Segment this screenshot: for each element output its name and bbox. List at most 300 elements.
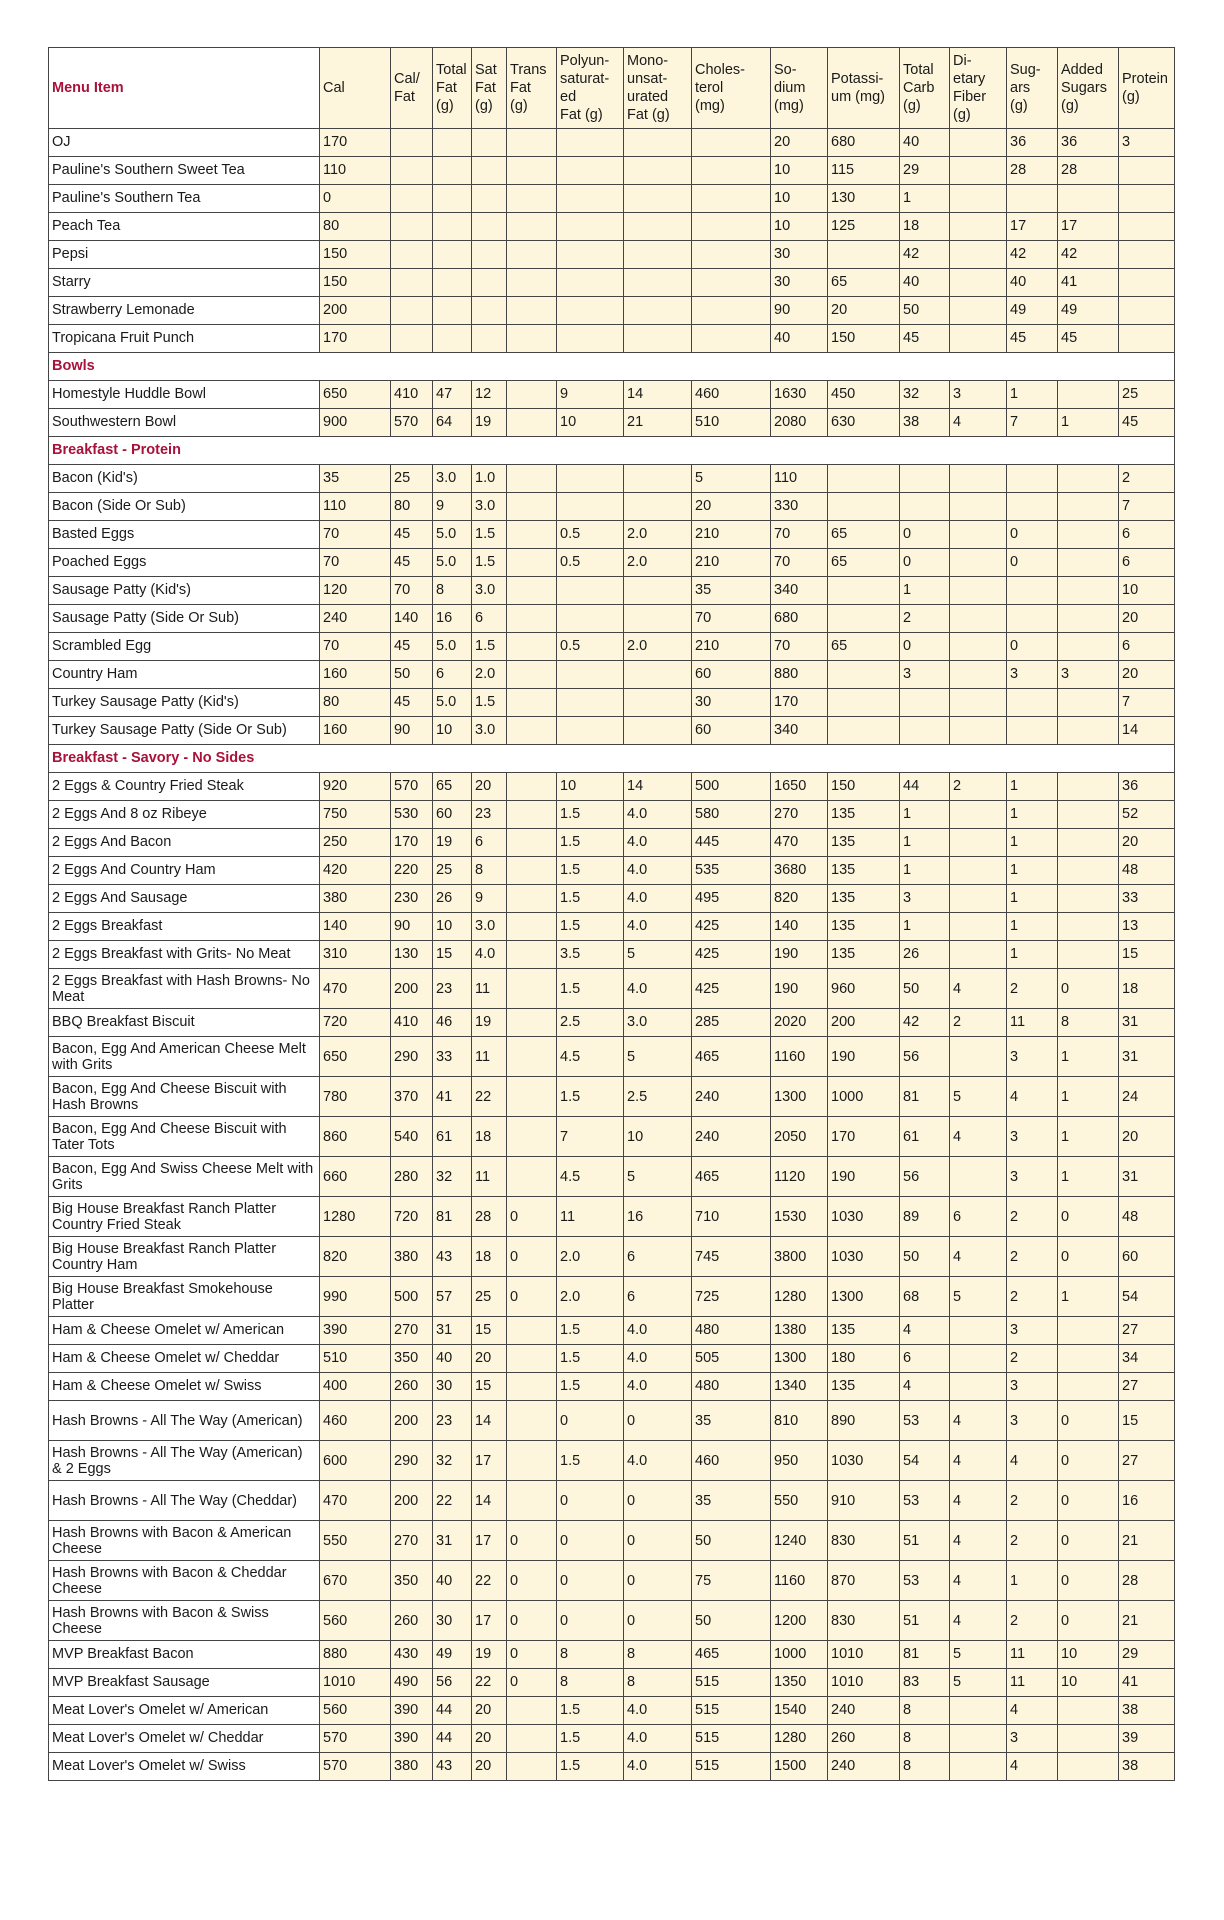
- menu-item-name: Basted Eggs: [49, 521, 320, 549]
- nutrition-value: 3.0: [624, 1009, 692, 1037]
- nutrition-value: 81: [900, 1077, 950, 1117]
- nutrition-value: 0: [507, 1237, 557, 1277]
- menu-item-name: MVP Breakfast Sausage: [49, 1669, 320, 1697]
- nutrition-value: 0: [557, 1401, 624, 1441]
- nutrition-value: 390: [391, 1697, 433, 1725]
- nutrition-value: 50: [692, 1521, 771, 1561]
- nutrition-value: [950, 829, 1007, 857]
- nutrition-value: 0: [1007, 521, 1058, 549]
- menu-item-name: Bacon, Egg And Cheese Biscuit with Tater Tots: [49, 1117, 320, 1157]
- nutrition-value: 240: [828, 1753, 900, 1781]
- nutrition-value: 6: [1119, 633, 1175, 661]
- menu-item-name: Ham & Cheese Omelet w/ Swiss: [49, 1373, 320, 1401]
- nutrition-value: 20: [828, 297, 900, 325]
- nutrition-value: 830: [828, 1601, 900, 1641]
- nutrition-value: 29: [900, 157, 950, 185]
- nutrition-value: [1058, 1697, 1119, 1725]
- nutrition-value: 5: [950, 1277, 1007, 1317]
- nutrition-value: 11: [472, 1157, 507, 1197]
- nutrition-value: 40: [1007, 269, 1058, 297]
- nutrition-value: 90: [771, 297, 828, 325]
- nutrition-value: [391, 213, 433, 241]
- nutrition-value: 1: [1058, 1077, 1119, 1117]
- nutrition-value: 200: [320, 297, 391, 325]
- nutrition-value: 1300: [771, 1077, 828, 1117]
- nutrition-value: 460: [692, 1441, 771, 1481]
- nutrition-value: [391, 269, 433, 297]
- nutrition-value: 210: [692, 633, 771, 661]
- nutrition-value: 45: [391, 521, 433, 549]
- column-header: Total Fat (g): [433, 48, 472, 129]
- nutrition-value: [624, 185, 692, 213]
- nutrition-value: [472, 157, 507, 185]
- menu-item-name: Hash Browns with Bacon & American Cheese: [49, 1521, 320, 1561]
- nutrition-value: 190: [828, 1037, 900, 1077]
- nutrition-value: 3: [1007, 1037, 1058, 1077]
- table-row: [49, 1373, 1175, 1401]
- nutrition-value: [507, 801, 557, 829]
- nutrition-value: 28: [1058, 157, 1119, 185]
- nutrition-value: 45: [900, 325, 950, 353]
- nutrition-value: 50: [692, 1601, 771, 1641]
- nutrition-value: [507, 1725, 557, 1753]
- menu-item-name: Bacon (Side Or Sub): [49, 493, 320, 521]
- column-header: Sat Fat (g): [472, 48, 507, 129]
- nutrition-value: 45: [391, 549, 433, 577]
- nutrition-table: [48, 47, 1175, 1781]
- nutrition-value: 89: [900, 1197, 950, 1237]
- menu-item-name: 2 Eggs And Country Ham: [49, 857, 320, 885]
- nutrition-value: 0: [507, 1197, 557, 1237]
- nutrition-value: 4.5: [557, 1157, 624, 1197]
- nutrition-value: 810: [771, 1401, 828, 1441]
- table-row: [49, 1157, 1175, 1197]
- nutrition-value: 480: [692, 1317, 771, 1345]
- table-row: [49, 521, 1175, 549]
- nutrition-value: 10: [557, 773, 624, 801]
- table-row: [49, 577, 1175, 605]
- nutrition-value: 4: [1007, 1753, 1058, 1781]
- nutrition-value: [1058, 381, 1119, 409]
- nutrition-value: [557, 493, 624, 521]
- nutrition-value: 135: [828, 1373, 900, 1401]
- nutrition-value: 1.5: [557, 857, 624, 885]
- column-header: Potassi- um (mg): [828, 48, 900, 129]
- nutrition-value: [507, 689, 557, 717]
- nutrition-value: 890: [828, 1401, 900, 1441]
- nutrition-value: 20: [1119, 661, 1175, 689]
- nutrition-value: 0: [624, 1481, 692, 1521]
- table-row: [49, 213, 1175, 241]
- nutrition-value: [507, 1009, 557, 1037]
- nutrition-value: 0: [1058, 1481, 1119, 1521]
- column-header: Trans Fat (g): [507, 48, 557, 129]
- nutrition-value: 43: [433, 1237, 472, 1277]
- nutrition-value: 2.0: [557, 1277, 624, 1317]
- nutrition-value: 48: [1119, 1197, 1175, 1237]
- nutrition-value: 1030: [828, 1197, 900, 1237]
- nutrition-value: 28: [1119, 1561, 1175, 1601]
- table-row: [49, 857, 1175, 885]
- nutrition-value: 25: [1119, 381, 1175, 409]
- table-row: [49, 241, 1175, 269]
- nutrition-value: 135: [828, 829, 900, 857]
- nutrition-value: 53: [900, 1401, 950, 1441]
- nutrition-value: [507, 409, 557, 437]
- nutrition-value: 550: [771, 1481, 828, 1521]
- nutrition-value: [1119, 241, 1175, 269]
- nutrition-value: 390: [320, 1317, 391, 1345]
- menu-item-name: Meat Lover's Omelet w/ Cheddar: [49, 1725, 320, 1753]
- nutrition-value: 3800: [771, 1237, 828, 1277]
- nutrition-value: [1058, 689, 1119, 717]
- nutrition-value: 500: [692, 773, 771, 801]
- nutrition-value: 1300: [828, 1277, 900, 1317]
- nutrition-value: 720: [320, 1009, 391, 1037]
- nutrition-value: 40: [433, 1561, 472, 1601]
- nutrition-value: 70: [391, 577, 433, 605]
- nutrition-value: 110: [771, 465, 828, 493]
- table-row: [49, 1441, 1175, 1481]
- nutrition-value: [900, 689, 950, 717]
- nutrition-value: [1119, 157, 1175, 185]
- nutrition-value: [950, 1697, 1007, 1725]
- nutrition-value: 4.0: [624, 1373, 692, 1401]
- nutrition-value: 4: [950, 1117, 1007, 1157]
- nutrition-value: 550: [320, 1521, 391, 1561]
- nutrition-value: 0: [320, 185, 391, 213]
- nutrition-value: 950: [771, 1441, 828, 1481]
- nutrition-value: 465: [692, 1641, 771, 1669]
- nutrition-value: 0: [1058, 1441, 1119, 1481]
- nutrition-value: 650: [320, 1037, 391, 1077]
- nutrition-value: 160: [320, 717, 391, 745]
- nutrition-value: 15: [472, 1373, 507, 1401]
- nutrition-value: 8: [472, 857, 507, 885]
- nutrition-value: 18: [900, 213, 950, 241]
- nutrition-value: [624, 493, 692, 521]
- nutrition-value: [507, 1441, 557, 1481]
- nutrition-value: 170: [391, 829, 433, 857]
- nutrition-value: 110: [320, 493, 391, 521]
- menu-item-name: Big House Breakfast Smokehouse Platter: [49, 1277, 320, 1317]
- nutrition-value: 200: [828, 1009, 900, 1037]
- nutrition-value: 750: [320, 801, 391, 829]
- nutrition-value: [1058, 633, 1119, 661]
- menu-item-name: Hash Browns with Bacon & Swiss Cheese: [49, 1601, 320, 1641]
- nutrition-value: 6: [900, 1345, 950, 1373]
- nutrition-value: 1: [1007, 801, 1058, 829]
- nutrition-value: 3: [1119, 129, 1175, 157]
- nutrition-value: 5: [950, 1077, 1007, 1117]
- nutrition-value: 870: [828, 1561, 900, 1601]
- nutrition-value: 9: [433, 493, 472, 521]
- nutrition-value: [472, 185, 507, 213]
- nutrition-value: 880: [771, 661, 828, 689]
- nutrition-value: 600: [320, 1441, 391, 1481]
- table-row: [49, 269, 1175, 297]
- nutrition-value: 3.0: [433, 465, 472, 493]
- nutrition-value: [950, 325, 1007, 353]
- nutrition-value: 27: [1119, 1373, 1175, 1401]
- nutrition-value: [624, 605, 692, 633]
- table-row: [49, 1401, 1175, 1441]
- nutrition-value: 3: [950, 381, 1007, 409]
- nutrition-value: 4.0: [624, 857, 692, 885]
- menu-item-name: Big House Breakfast Ranch Platter Country Ham: [49, 1237, 320, 1277]
- nutrition-value: 54: [900, 1441, 950, 1481]
- nutrition-value: 425: [692, 941, 771, 969]
- nutrition-value: 140: [391, 605, 433, 633]
- nutrition-value: 0: [1058, 1197, 1119, 1237]
- nutrition-value: 14: [472, 1481, 507, 1521]
- nutrition-value: [692, 157, 771, 185]
- nutrition-value: 260: [391, 1373, 433, 1401]
- nutrition-value: 47: [433, 381, 472, 409]
- nutrition-value: 3.0: [472, 717, 507, 745]
- nutrition-value: 3: [1007, 1157, 1058, 1197]
- nutrition-value: 3.0: [472, 493, 507, 521]
- nutrition-value: 1.5: [472, 689, 507, 717]
- table-row: [49, 1197, 1175, 1237]
- nutrition-value: 0: [507, 1601, 557, 1641]
- nutrition-value: [507, 1481, 557, 1521]
- nutrition-value: [1058, 1753, 1119, 1781]
- nutrition-value: 530: [391, 801, 433, 829]
- nutrition-value: [391, 241, 433, 269]
- nutrition-value: [391, 129, 433, 157]
- nutrition-value: 70: [692, 605, 771, 633]
- nutrition-value: 81: [900, 1641, 950, 1669]
- nutrition-value: 2.0: [624, 549, 692, 577]
- nutrition-value: 350: [391, 1345, 433, 1373]
- nutrition-value: 11: [472, 969, 507, 1009]
- nutrition-value: 130: [828, 185, 900, 213]
- nutrition-value: 270: [771, 801, 828, 829]
- nutrition-value: 0: [624, 1521, 692, 1561]
- nutrition-value: 32: [433, 1441, 472, 1481]
- nutrition-value: 510: [320, 1345, 391, 1373]
- nutrition-value: 5: [624, 941, 692, 969]
- nutrition-value: 42: [900, 1009, 950, 1037]
- nutrition-value: 570: [391, 773, 433, 801]
- nutrition-value: 65: [828, 633, 900, 661]
- nutrition-value: 710: [692, 1197, 771, 1237]
- menu-item-name: BBQ Breakfast Biscuit: [49, 1009, 320, 1037]
- nutrition-value: 210: [692, 549, 771, 577]
- nutrition-value: 1.5: [557, 969, 624, 1009]
- nutrition-value: 70: [320, 521, 391, 549]
- nutrition-value: 10: [1058, 1641, 1119, 1669]
- nutrition-value: 515: [692, 1753, 771, 1781]
- nutrition-value: 3: [1007, 1373, 1058, 1401]
- nutrition-value: 6: [1119, 521, 1175, 549]
- column-header: Sug- ars (g): [1007, 48, 1058, 129]
- nutrition-value: 230: [391, 885, 433, 913]
- nutrition-value: [950, 1373, 1007, 1401]
- nutrition-value: 83: [900, 1669, 950, 1697]
- nutrition-value: [433, 185, 472, 213]
- table-row: [49, 1641, 1175, 1669]
- nutrition-value: [950, 661, 1007, 689]
- nutrition-value: [1058, 1345, 1119, 1373]
- nutrition-value: 120: [320, 577, 391, 605]
- nutrition-value: 38: [900, 409, 950, 437]
- nutrition-value: 1380: [771, 1317, 828, 1345]
- table-row: [49, 829, 1175, 857]
- nutrition-value: 17: [472, 1521, 507, 1561]
- nutrition-value: [950, 241, 1007, 269]
- nutrition-value: 80: [320, 213, 391, 241]
- menu-item-name: Meat Lover's Omelet w/ Swiss: [49, 1753, 320, 1781]
- nutrition-value: 1540: [771, 1697, 828, 1725]
- nutrition-value: 3: [1007, 1401, 1058, 1441]
- nutrition-value: 1000: [828, 1077, 900, 1117]
- table-row: [49, 801, 1175, 829]
- nutrition-value: 1280: [320, 1197, 391, 1237]
- nutrition-value: [624, 465, 692, 493]
- nutrition-value: 60: [433, 801, 472, 829]
- table-row: [49, 689, 1175, 717]
- menu-item-name: Tropicana Fruit Punch: [49, 325, 320, 353]
- nutrition-value: 44: [900, 773, 950, 801]
- nutrition-value: 28: [1007, 157, 1058, 185]
- nutrition-value: 150: [320, 241, 391, 269]
- nutrition-value: 135: [828, 941, 900, 969]
- nutrition-value: 135: [828, 913, 900, 941]
- table-row: [49, 1037, 1175, 1077]
- nutrition-value: 4: [950, 1561, 1007, 1601]
- nutrition-value: 1: [1007, 913, 1058, 941]
- nutrition-value: [507, 465, 557, 493]
- nutrition-value: 1630: [771, 381, 828, 409]
- nutrition-value: [692, 213, 771, 241]
- nutrition-value: 19: [472, 1641, 507, 1669]
- table-row: [49, 1697, 1175, 1725]
- nutrition-value: 49: [1058, 297, 1119, 325]
- nutrition-value: 41: [1119, 1669, 1175, 1697]
- nutrition-value: 20: [472, 773, 507, 801]
- nutrition-value: 0: [507, 1641, 557, 1669]
- nutrition-value: 430: [391, 1641, 433, 1669]
- nutrition-value: 470: [320, 969, 391, 1009]
- nutrition-value: 0: [900, 549, 950, 577]
- nutrition-value: [433, 269, 472, 297]
- nutrition-value: 45: [1119, 409, 1175, 437]
- nutrition-value: 1.5: [557, 1753, 624, 1781]
- nutrition-value: 22: [472, 1669, 507, 1697]
- column-header: Choles- terol (mg): [692, 48, 771, 129]
- table-row: [49, 157, 1175, 185]
- column-header: Cal: [320, 48, 391, 129]
- nutrition-value: 460: [692, 381, 771, 409]
- nutrition-value: 1: [1058, 1037, 1119, 1077]
- nutrition-value: 1240: [771, 1521, 828, 1561]
- nutrition-value: [624, 241, 692, 269]
- nutrition-value: [950, 1753, 1007, 1781]
- nutrition-value: 8: [624, 1669, 692, 1697]
- nutrition-value: 1340: [771, 1373, 828, 1401]
- nutrition-value: 30: [771, 269, 828, 297]
- nutrition-value: 135: [828, 857, 900, 885]
- nutrition-value: 17: [1058, 213, 1119, 241]
- column-header: So- dium (mg): [771, 48, 828, 129]
- nutrition-value: [507, 269, 557, 297]
- nutrition-value: 1: [900, 913, 950, 941]
- nutrition-value: 480: [692, 1373, 771, 1401]
- nutrition-value: 20: [1119, 829, 1175, 857]
- nutrition-value: 5: [624, 1037, 692, 1077]
- nutrition-value: 170: [320, 129, 391, 157]
- nutrition-value: 515: [692, 1725, 771, 1753]
- nutrition-value: [950, 269, 1007, 297]
- nutrition-value: 31: [433, 1521, 472, 1561]
- nutrition-value: 50: [391, 661, 433, 689]
- nutrition-value: 10: [433, 913, 472, 941]
- nutrition-value: 14: [624, 773, 692, 801]
- nutrition-value: 45: [1058, 325, 1119, 353]
- nutrition-value: 420: [320, 857, 391, 885]
- nutrition-value: [507, 605, 557, 633]
- nutrition-value: 14: [624, 381, 692, 409]
- nutrition-value: 1.5: [557, 1345, 624, 1373]
- nutrition-value: 10: [771, 157, 828, 185]
- nutrition-value: 22: [472, 1561, 507, 1601]
- nutrition-value: 960: [828, 969, 900, 1009]
- nutrition-value: [950, 297, 1007, 325]
- nutrition-value: 570: [320, 1753, 391, 1781]
- nutrition-value: 0: [1058, 1601, 1119, 1641]
- section-header-row: [49, 437, 1175, 465]
- nutrition-value: [507, 129, 557, 157]
- nutrition-value: 0: [900, 633, 950, 661]
- nutrition-value: 15: [472, 1317, 507, 1345]
- nutrition-value: [472, 325, 507, 353]
- nutrition-value: [828, 605, 900, 633]
- nutrition-value: 70: [320, 633, 391, 661]
- nutrition-value: 1.5: [557, 1373, 624, 1401]
- nutrition-value: [950, 521, 1007, 549]
- nutrition-value: 16: [624, 1197, 692, 1237]
- nutrition-value: 40: [900, 269, 950, 297]
- nutrition-value: [950, 1317, 1007, 1345]
- nutrition-value: [507, 1753, 557, 1781]
- menu-item-name: MVP Breakfast Bacon: [49, 1641, 320, 1669]
- nutrition-value: [433, 241, 472, 269]
- nutrition-value: 3: [1007, 1117, 1058, 1157]
- nutrition-value: [433, 297, 472, 325]
- nutrition-value: [1058, 941, 1119, 969]
- nutrition-value: [1058, 857, 1119, 885]
- nutrition-value: 15: [1119, 1401, 1175, 1441]
- nutrition-value: 125: [828, 213, 900, 241]
- nutrition-value: 1160: [771, 1037, 828, 1077]
- nutrition-value: [828, 465, 900, 493]
- nutrition-value: [900, 493, 950, 521]
- table-row: [49, 1117, 1175, 1157]
- nutrition-value: 11: [472, 1037, 507, 1077]
- nutrition-value: 4: [950, 1441, 1007, 1481]
- nutrition-value: 4.0: [472, 941, 507, 969]
- nutrition-value: 0.5: [557, 521, 624, 549]
- nutrition-value: 110: [320, 157, 391, 185]
- nutrition-value: 460: [320, 1401, 391, 1441]
- nutrition-value: 290: [391, 1037, 433, 1077]
- nutrition-value: 0: [1058, 969, 1119, 1009]
- nutrition-value: 1000: [771, 1641, 828, 1669]
- nutrition-value: [828, 661, 900, 689]
- nutrition-value: 8: [433, 577, 472, 605]
